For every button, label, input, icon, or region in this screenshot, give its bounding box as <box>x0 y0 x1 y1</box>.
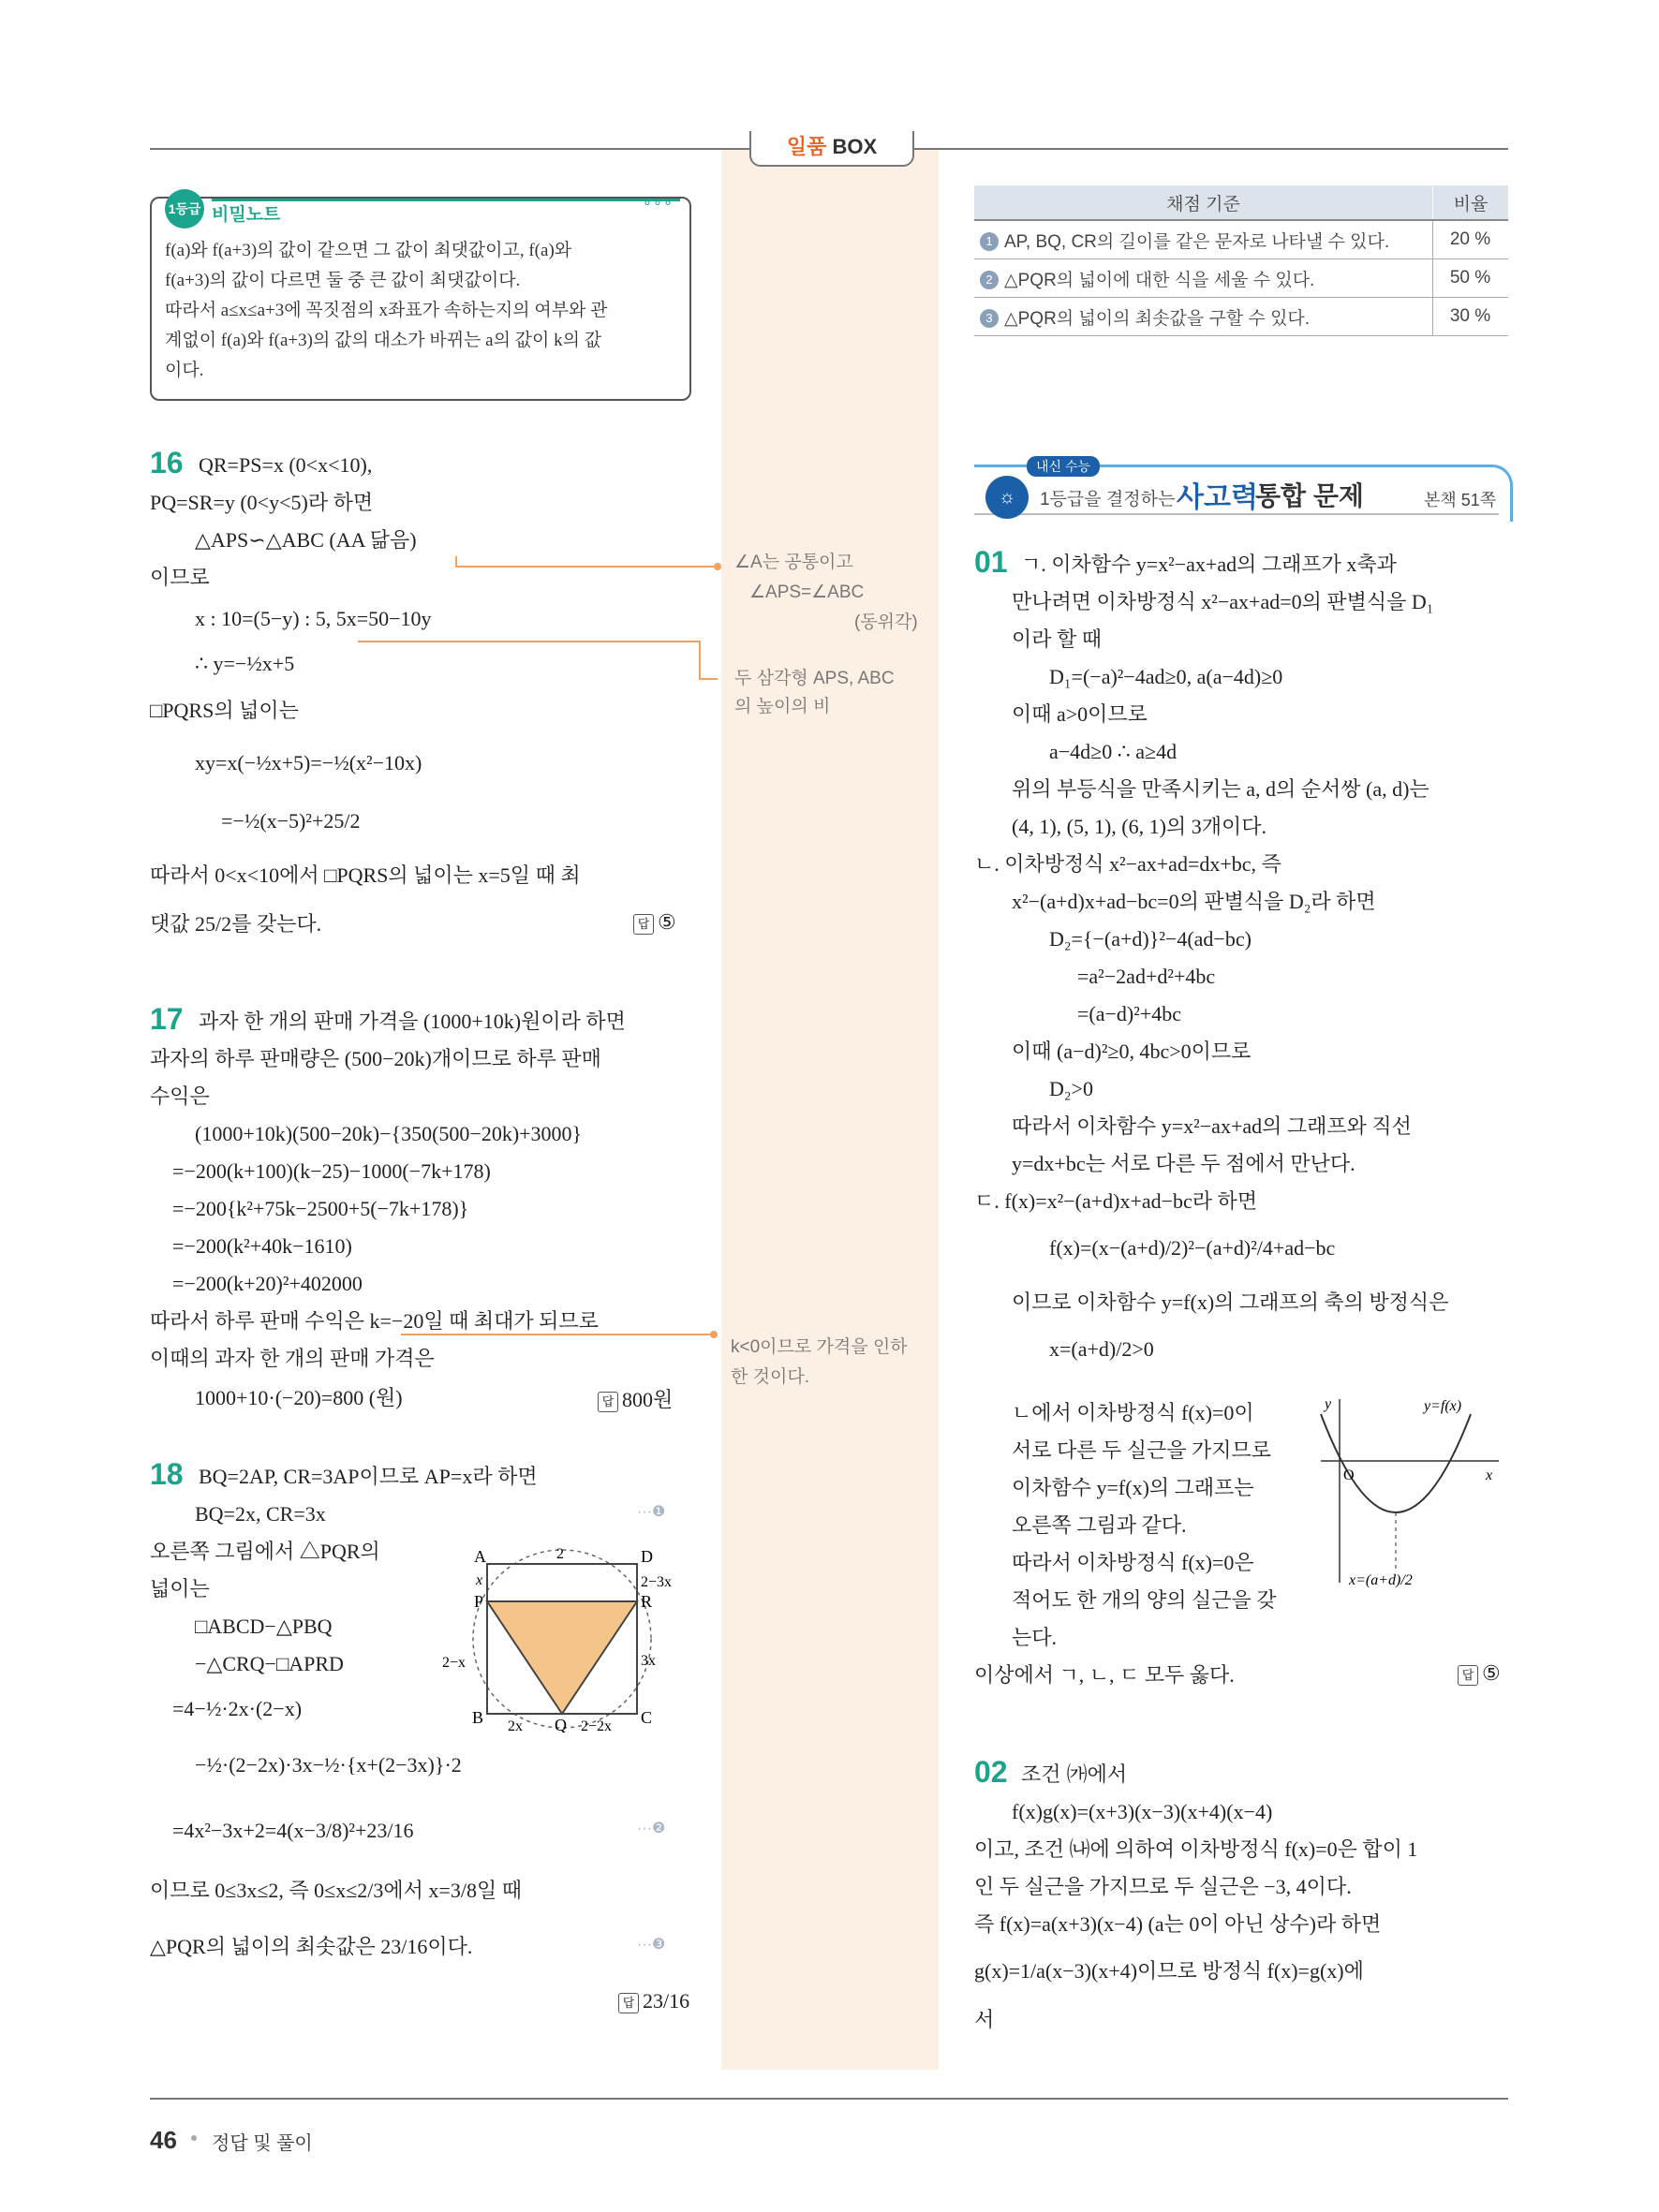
p01-line: f(x)=(x−(a+d)/2)²−(a+d)²/4+ad−bc <box>1049 1236 1336 1260</box>
criterion-text: △PQR의 넓이의 최솟값을 구할 수 있다. <box>1004 308 1311 329</box>
p16-line: x : 10=(5−y) : 5, 5x=50−10y <box>195 607 432 630</box>
connector-line <box>699 678 718 680</box>
box-suffix: BOX <box>832 135 878 158</box>
parabola-curve <box>1321 1414 1471 1512</box>
problem-02-number: 02 <box>974 1755 1008 1789</box>
note-badge: 1등급 <box>165 189 204 229</box>
col-ratio: 비율 <box>1433 185 1509 220</box>
p02-line: 인 두 실근을 가지므로 두 실근은 −3, 4이다. <box>974 1875 1352 1898</box>
connector-dot <box>714 563 721 570</box>
table-row <box>974 259 1508 298</box>
criterion-cell <box>974 298 1433 336</box>
p18-line: 넓이는 <box>150 1577 210 1600</box>
p18-line: 오른쪽 그림에서 △PQR의 <box>150 1540 380 1563</box>
p01-line: y=dx+bc는 서로 다른 두 점에서 만난다. <box>1012 1152 1355 1175</box>
answer-icon: 답 <box>633 914 654 935</box>
p01-line: 이차함수 y=f(x)의 그래프는 <box>1012 1476 1254 1499</box>
step-2-marker: ···❷ <box>637 1821 666 1836</box>
label-y-fx: y=f(x) <box>1424 1398 1462 1414</box>
label-3x: 3x <box>641 1653 656 1669</box>
p02-line: 서 <box>974 2008 995 2031</box>
connector-line <box>455 566 718 568</box>
answer-icon: 답 <box>598 1392 618 1412</box>
p01-line: 이때 (a−d)²≥0, 4bc>0이므로 <box>1012 1040 1252 1063</box>
p18-line: □ABCD−△PBQ <box>195 1615 333 1638</box>
criterion-text: △PQR의 넓이에 대한 식을 세울 수 있다. <box>1004 270 1315 290</box>
p01-answer-value: ⑤ <box>1482 1661 1501 1685</box>
label-2-2x: 2−2x <box>581 1718 613 1733</box>
section-subtitle: 1등급을 결정하는 <box>1040 490 1176 509</box>
p17-line: 이때의 과자 한 개의 판매 가격은 <box>150 1347 435 1370</box>
ratio-cell: 20 % <box>1433 220 1509 259</box>
label-2-x: 2−x <box>442 1655 467 1671</box>
label-q: Q <box>555 1716 567 1733</box>
p02-line: g(x)=1/a(x−3)(x+4)이므로 방정식 f(x)=g(x)에 <box>974 1959 1364 1983</box>
p02-line: 이고, 조건 ㈏에 의하여 이차방정식 f(x)=0은 합이 1 <box>974 1837 1418 1861</box>
p18-line: BQ=2x, CR=3x <box>195 1502 326 1526</box>
triangle-pqr <box>487 1601 637 1714</box>
problem-01-number: 01 <box>974 545 1008 579</box>
p16-line: ∴ y=−½x+5 <box>195 652 295 675</box>
label-d: D <box>641 1547 653 1566</box>
p18-answer <box>618 1989 689 2013</box>
section-tag: 내신 수능 <box>1027 456 1100 477</box>
p18-line: −△CRQ−□APRD <box>195 1652 344 1675</box>
problem-18-number: 18 <box>150 1457 184 1491</box>
p16-line: □PQRS의 넓이는 <box>150 699 299 722</box>
p17-line: 과자 한 개의 판매 가격을 (1000+10k)원이라 하면 <box>199 1010 626 1033</box>
p01-line: 위의 부등식을 만족시키는 a, d의 순서쌍 (a, d)는 <box>1012 777 1429 801</box>
note-title: 비밀노트 <box>212 205 281 225</box>
p01-line: ㄴ에서 이차방정식 f(x)=0이 <box>1012 1401 1254 1424</box>
p02-line: 즉 f(x)=a(x+3)(x−4) (a는 0이 아닌 상수)라 하면 <box>974 1912 1382 1936</box>
p17-line: =−200{k²+75k−2500+5(−7k+178)} <box>172 1197 469 1220</box>
label-y: y <box>1325 1396 1332 1412</box>
p01-line: ㄱ. 이차함수 y=x²−ax+ad의 그래프가 x축과 <box>1021 553 1397 576</box>
p16-line: 댓값 25/2를 갖는다. <box>150 912 322 936</box>
label-x: x <box>1486 1467 1493 1483</box>
note-line: f(a)와 f(a+3)의 값이 같으면 그 값이 최댓값이고, f(a)와 <box>165 241 572 260</box>
p01-line: (4, 1), (5, 1), (6, 1)의 3개이다. <box>1012 815 1266 838</box>
p01-line: 서로 다른 두 실근을 가지므로 <box>1012 1438 1272 1462</box>
p01-line: 이상에서 ㄱ, ㄴ, ㄷ 모두 옳다. <box>974 1663 1235 1687</box>
answer-icon: 답 <box>618 1993 639 2013</box>
ratio-cell: 50 % <box>1433 259 1509 298</box>
p17-line: 수익은 <box>150 1084 210 1108</box>
table-row <box>974 298 1508 336</box>
p16-line: xy=x(−½x+5)=−½(x²−10x) <box>195 751 422 774</box>
p17-line: (1000+10k)(500−20k)−{350(500−20k)+3000} <box>195 1122 583 1145</box>
p01-line: D₁=(−a)²−4ad≥0, a(a−4d)≥0 <box>1049 665 1283 688</box>
label-2x: 2x <box>508 1718 523 1733</box>
p01-line: 이때 a>0이므로 <box>1012 702 1148 726</box>
margin-note: 의 높이의 비 <box>734 697 831 716</box>
p17-line: 따라서 하루 판매 수익은 k=−20일 때 최대가 되므로 <box>150 1309 599 1333</box>
step-3-marker: ···❸ <box>637 1937 666 1953</box>
step-number-badge: 1 <box>980 232 999 251</box>
connector-line <box>401 1334 714 1335</box>
note-line: 이다. <box>165 361 204 380</box>
p16-line: QR=PS=x (0<x<10), <box>199 453 373 477</box>
p18-line: =4−½·2x·(2−x) <box>172 1697 303 1720</box>
p17-line: 과자의 하루 판매량은 (500−20k)개이므로 하루 판매 <box>150 1047 601 1070</box>
p18-line: −½·(2−2x)·3x−½·{x+(2−3x)}·2 <box>195 1753 462 1777</box>
margin-note: k<0이므로 가격을 인하 <box>731 1337 908 1357</box>
p01-line: 따라서 이차방정식 f(x)=0은 <box>1012 1551 1254 1574</box>
p18-line: BQ=2AP, CR=3AP이므로 AP=x라 하면 <box>199 1465 538 1488</box>
p01-line: 이므로 이차함수 y=f(x)의 그래프의 축의 방정식은 <box>1012 1290 1449 1314</box>
p02-line: 조건 ㈎에서 <box>1021 1762 1128 1786</box>
p01-line: x²−(a+d)x+ad−bc=0의 판별식을 D₂라 하면 <box>1012 890 1376 913</box>
note-title-line <box>212 199 680 201</box>
page-separator-dot <box>191 2135 197 2141</box>
note-line: 계없이 f(a)와 f(a+3)의 값의 대소가 바뀌는 a의 값이 k의 값 <box>165 331 602 350</box>
p18-line: 이므로 0≤3x≤2, 즉 0≤x≤2/3에서 x=3/8일 때 <box>150 1879 522 1902</box>
box-tab <box>749 131 914 167</box>
margin-note: ∠APS=∠ABC <box>749 582 865 602</box>
criterion-cell <box>974 220 1433 259</box>
page-label: 정답 및 풀이 <box>212 2133 313 2154</box>
p17-answer-value: 800원 <box>622 1388 674 1411</box>
section-title-highlight: 사고력 <box>1177 482 1258 513</box>
criterion-cell <box>974 259 1433 298</box>
p18-line: △PQR의 넓이의 최솟값은 23/16이다. <box>150 1935 473 1958</box>
label-r: R <box>641 1592 653 1611</box>
p16-line: PQ=SR=y (0<y<5)라 하면 <box>150 491 374 514</box>
label-b: B <box>472 1708 484 1727</box>
box-prefix: 일품 <box>786 135 827 158</box>
problem-17-number: 17 <box>150 1002 184 1036</box>
label-origin: O <box>1343 1467 1355 1483</box>
p01-line: a−4d≥0 ∴ a≥4d <box>1049 740 1178 763</box>
p17-answer <box>598 1384 673 1413</box>
note-decoration-icon: ∘∘∘ <box>643 195 674 211</box>
table-row <box>974 220 1508 259</box>
answer-icon: 답 <box>1458 1665 1478 1686</box>
page-number: 46 <box>150 2126 177 2154</box>
bottom-rule <box>150 2098 1508 2100</box>
label-axis-eq: x=(a+d)/2 <box>1349 1572 1413 1588</box>
label-p: P <box>474 1592 484 1611</box>
p01-line: 따라서 이차함수 y=x²−ax+ad의 그래프와 직선 <box>1012 1114 1412 1138</box>
p01-line: =(a−d)²+4bc <box>1077 1002 1181 1025</box>
step-number-badge: 2 <box>980 271 999 289</box>
grading-table-header <box>974 185 1508 220</box>
section-page-ref: 본책 51쪽 <box>1424 491 1497 509</box>
brain-icon: ☼ <box>985 476 1029 519</box>
parabola-graph <box>1311 1395 1508 1601</box>
label-a: A <box>474 1547 486 1566</box>
p01-line: 이라 할 때 <box>1012 627 1103 651</box>
p01-line: 는다. <box>1012 1626 1058 1649</box>
center-margin-band <box>721 150 939 2070</box>
margin-note: ∠A는 공통이고 <box>734 553 853 572</box>
p16-line: 따라서 0<x<10에서 □PQRS의 넓이는 x=5일 때 최 <box>150 863 581 887</box>
step-1-marker: ···❶ <box>637 1504 666 1520</box>
p01-line: 만나려면 이차방정식 x²−ax+ad=0의 판별식을 D₁ <box>1012 590 1434 613</box>
connector-line <box>455 556 457 568</box>
note-line: f(a+3)의 값이 다르면 둘 중 큰 값이 최댓값이다. <box>165 271 521 290</box>
p01-line: 적어도 한 개의 양의 실근을 갖 <box>1012 1588 1277 1612</box>
p18-line: =4x²−3x+2=4(x−3/8)²+23/16 <box>172 1819 414 1842</box>
p17-line: =−200(k+20)²+402000 <box>172 1272 363 1295</box>
section-title: 통합 문제 <box>1255 481 1364 510</box>
p16-line: =−½(x−5)²+25/2 <box>221 809 361 833</box>
problem-16-number: 16 <box>150 446 184 479</box>
connector-dot <box>710 1331 718 1338</box>
p16-answer <box>633 910 676 935</box>
margin-note: 두 삼각형 APS, ABC <box>734 669 895 688</box>
col-criterion: 채점 기준 <box>974 185 1433 220</box>
p18-answer-value: 23/16 <box>643 1989 690 2013</box>
connector-line <box>699 641 701 680</box>
label-top-2: 2 <box>556 1546 564 1562</box>
label-x: x <box>476 1572 483 1588</box>
p01-line: 오른쪽 그림과 같다. <box>1012 1513 1187 1537</box>
p01-line: D₂={−(a+d)}²−4(ad−bc) <box>1049 927 1252 951</box>
margin-note: (동위각) <box>854 612 918 632</box>
connector-line <box>358 641 701 642</box>
margin-note: 한 것이다. <box>731 1367 809 1387</box>
p17-line: 1000+10·(−20)=800 (원) <box>195 1386 403 1409</box>
ratio-cell: 30 % <box>1433 298 1509 336</box>
label-c: C <box>641 1708 653 1727</box>
grading-table <box>974 185 1508 336</box>
criterion-text: AP, BQ, CR의 길이를 같은 문자로 나타낼 수 있다. <box>1004 231 1390 252</box>
p17-line: =−200(k²+40k−1610) <box>172 1234 352 1258</box>
step-number-badge: 3 <box>980 309 999 328</box>
p01-answer <box>1458 1661 1501 1686</box>
p16-line: 이므로 <box>150 566 210 589</box>
square-triangle-figure <box>440 1536 693 1733</box>
label-2-3x: 2−3x <box>641 1574 673 1590</box>
p01-line: =a²−2ad+d²+4bc <box>1077 965 1216 988</box>
note-line: 따라서 a≤x≤a+3에 꼭짓점의 x좌표가 속하는지의 여부와 관 <box>165 301 608 320</box>
p01-line: D₂>0 <box>1049 1077 1093 1100</box>
p02-line: f(x)g(x)=(x+3)(x−3)(x+4)(x−4) <box>1012 1800 1273 1823</box>
p17-line: =−200(k+100)(k−25)−1000(−7k+178) <box>172 1159 491 1183</box>
p16-line: △APS∽△ABC (AA 닮음) <box>195 528 417 552</box>
p01-line: x=(a+d)/2>0 <box>1049 1337 1154 1361</box>
p16-answer-value: ⑤ <box>658 910 676 934</box>
p01-line: ㄷ. f(x)=x²−(a+d)x+ad−bc라 하면 <box>974 1189 1258 1213</box>
p01-line: ㄴ. 이차방정식 x²−ax+ad=dx+bc, 즉 <box>974 852 1281 876</box>
